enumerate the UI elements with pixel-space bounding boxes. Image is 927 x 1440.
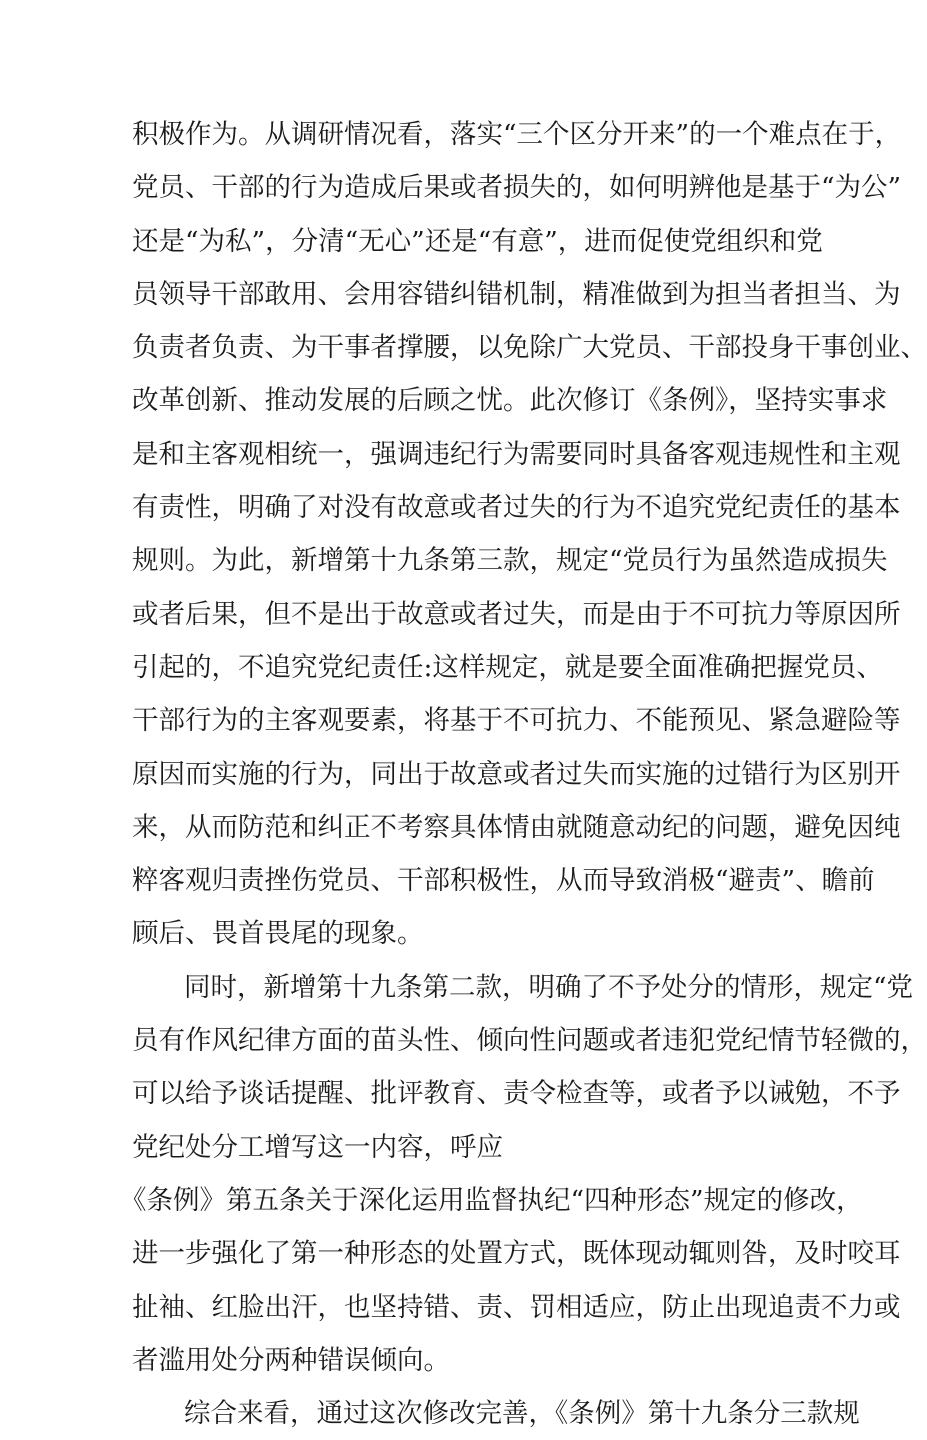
text-line: 干部行为的主客观要素，将基于不可抗力、不能预见、紧急避险等 (132, 705, 901, 737)
body-text (120, 108, 927, 1440)
text-line: 原因而实施的行为，同出于故意或者过失而实施的过错行为区别开 (132, 758, 901, 790)
text-line: 员领导干部敢用、会用容错纠错机制，精准做到为担当者担当、为 (132, 278, 901, 310)
paragraph-start-line: 同时，新增第十九条第二款，明确了不予处分的情形，规定“党 (184, 971, 914, 1003)
text-line: 粹客观归责挫伤党员、干部积极性，从而导致消极“避责”、瞻前 (132, 865, 875, 897)
text-line: 或者后果，但不是出于故意或者过失，而是由于不可抗力等原因所 (132, 598, 901, 630)
text-line: 者滥用处分两种错误倾向。 (132, 1344, 450, 1376)
paragraph-start-line: 综合来看，通过这次修改完善，《条例》第十九条分三款规 (184, 1398, 860, 1430)
text-line: 员有作风纪律方面的苗头性、倾向性问题或者违犯党纪情节轻微的， (132, 1025, 927, 1057)
text-line: 来，从而防范和纠正不考察具体情由就随意动纪的问题，避免因纯 (132, 811, 901, 843)
text-line: 进一步强化了第一种形态的处置方式，既体现动辄则咎，及时咬耳 (132, 1238, 901, 1270)
text-line: 负责者负责、为干事者撑腰，以免除广大党员、干部投身干事创业、 (132, 332, 927, 364)
text-line: 有责性，明确了对没有故意或者过失的行为不追究党纪责任的基本 (132, 492, 901, 524)
text-line: 积极作为。从调研情况看，落实“三个区分开来”的一个难点在于， (132, 119, 902, 150)
text-line: 引起的，不追究党纪责任:这样规定，就是要全面准确把握党员、 (132, 651, 883, 683)
text-line: 《条例》第五条关于深化运用监督执纪“四种形态”规定的修改， (120, 1184, 863, 1216)
text-line: 党纪处分工增写这一内容，呼应 (132, 1131, 503, 1163)
text-line: 是和主客观相统一，强调违纪行为需要同时具备客观违规性和主观 (132, 438, 901, 470)
text-line: 规则。为此，新增第十九条第三款，规定“党员行为虽然造成损失 (132, 545, 888, 577)
text-line: 还是“为私”，分清“无心”还是“有意”，进而促使党组织和党 (132, 225, 823, 257)
text-line: 党员、干部的行为造成后果或者损失的，如何明辨他是基于“为公” (132, 172, 902, 204)
text-line: 顾后、畏首畏尾的现象。 (132, 918, 424, 950)
text-line: 扯袖、红脸出汗，也坚持错、责、罚相适应，防止出现追责不力或 (132, 1291, 901, 1323)
text-line: 改革创新、推动发展的后顾之忧。此次修订《条例》，坚持实事求 (132, 385, 888, 417)
text-line: 可以给予谈话提醒、批评教育、责令检查等，或者予以诫勉，不予 (132, 1078, 901, 1110)
